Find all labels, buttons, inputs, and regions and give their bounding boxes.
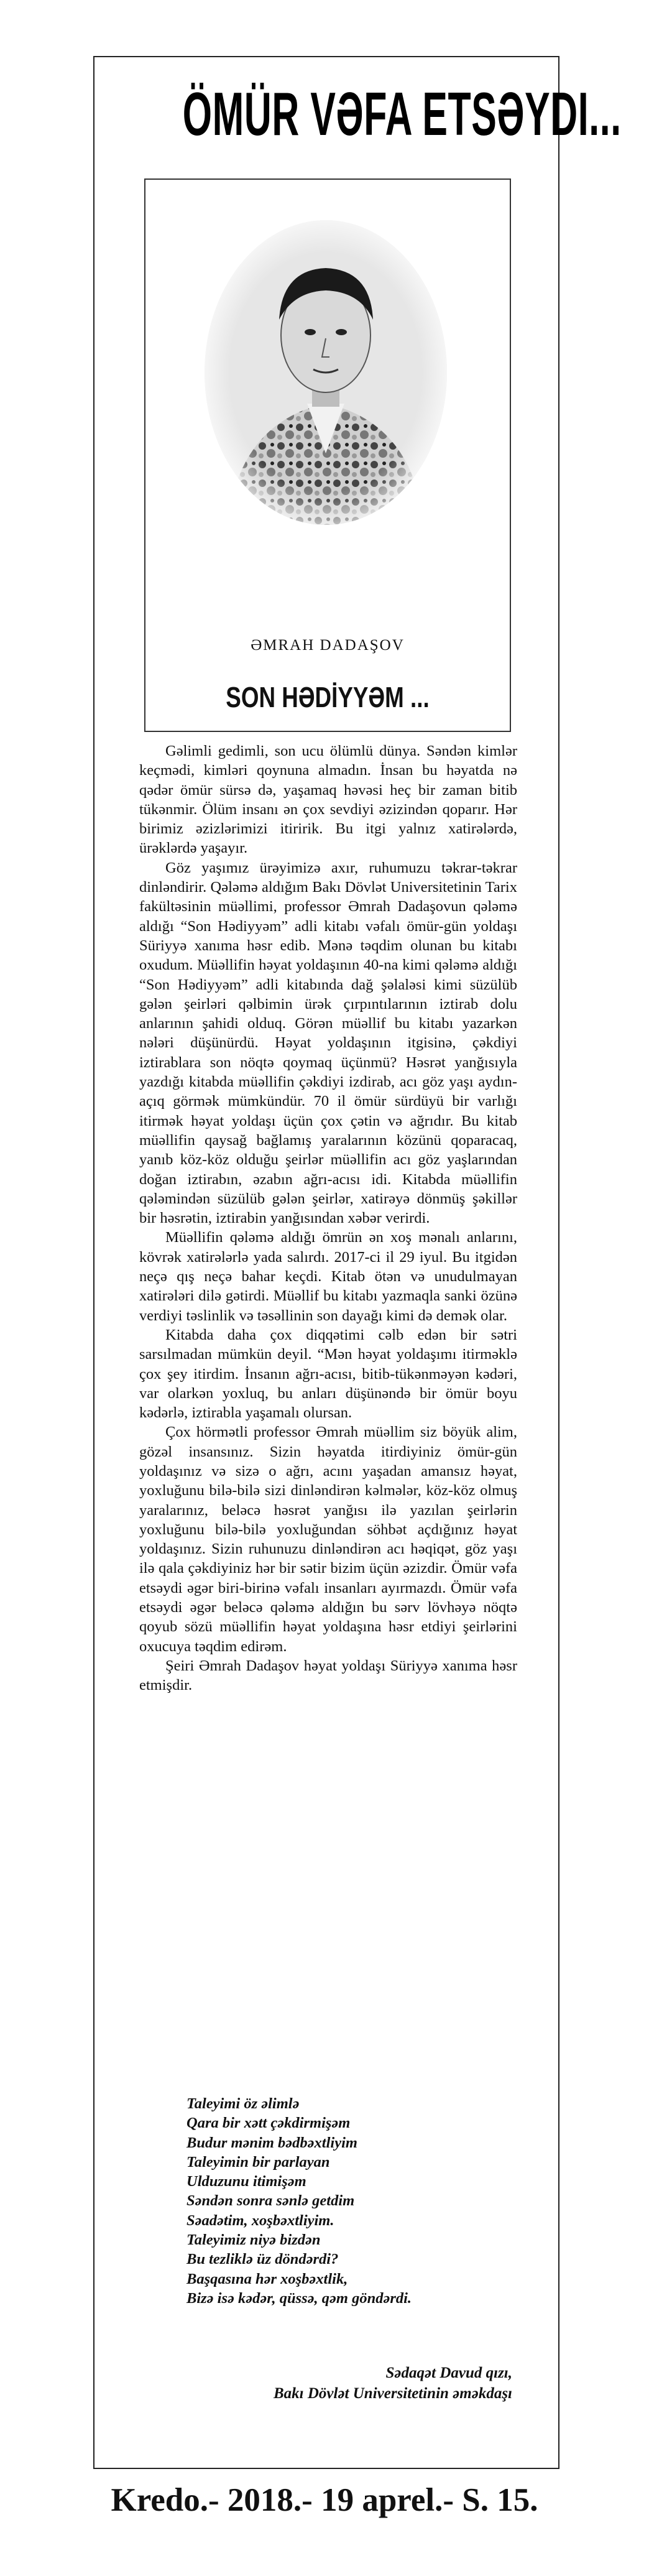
paragraph: Müəllifin qələmə aldığı ömrün ən xoş mənalı anlarını, kövrək xatirələrlə yada salırdı. 2017-ci il 29 iyul. Bu itgidən neçə qış neçə bahar keçdi. Kitab ötən və unudulmayan xatirələri dilə gətirdi. Müəllif bu kitabı yazmaqla sanki özünə verdiyi təslinlik və təsəllinin son dayağı kimi də demək olar. [139,1229,517,1324]
poem-line: Budur mənim bədbəxtliyim [186,2134,357,2151]
poem-line: Taleyimiz niyə bizdən [186,2231,321,2249]
source-citation: Kredo.- 2018.- 19 aprel.- S. 15. [111,2482,538,2518]
poem-line: Taleyimin bir parlayan [186,2153,330,2171]
paragraph: Kitabda daha çox diqqətimi cəlb edən bir sətri sarsılmadan mümkün deyil. “Mən həyat yoldaşımı itirməklə çox şey itirdim. İnsanın ağrı-acısı, bitib-tükənməyən kədəri, var olarkən yoxluq, bu anları düşünəndə bir ömür boyu kədərlə, iztirabla yaşamalı olursan. [139,1326,517,1422]
poem-line: Başqasına hər xoşbəxtlik, [186,2270,348,2287]
portrait-image [201,217,450,528]
paragraph: Gəlimli gedimli, son ucu ölümlü dünya. Səndən kimlər keçmədi, kimləri qoynuna almadın. İnsan bu həyatda nə qədər ömür sürsə də, yaşamaq həvəsi heç bir zaman bitib tükənmir. Ölüm insanı ən çox sevdiyi əzizindən qoparır. Hər birimiz əzizlərimizi itiririk. Bu itgi yalnız xatirələrdə, ürəklərdə yaşayır. [139,743,517,857]
signature-affiliation: Bakı Dövlət Universitetinin əməkdaşı [273,2385,512,2402]
signature [274,2363,512,2404]
poem-line: Qara bir xətt çəkdirmişəm [186,2115,351,2132]
book-cover-photo [144,178,511,732]
paragraph: Göz yaşımız ürəyimizə axır, ruhumuzu təkrar-təkrar dinləndirir. Qələmə aldığım Bakı Dövlət Universitetinin Tarix fakültəsinin müəllimi, professor Əmrah Dadaşovun qələmə aldığı “Son Hədiyyəm” adli kitabı vəfalı ömür-gün yoldaşı Süriyyə xanıma həsr edib. Mənə təqdim olunan bu kitabı oxudum. Müəllifin həyat yoldaşının 40-na kimi qələmə aldığı “Son Hədiyyəm” adli kitabında dağ şəlaləsi kimi süzülüb gələn şeirləri qəlbimin ürək çırpıntılarının iztirab dolu anlarının şahidi olduq. Görən müəllif bu kitabı yazarkən nələri düşünürdü. Həyat yoldaşının itgisinə, çəkdiyi iztirablara son nöqtə qoymaq üçünmü? Həsrət yanğısıyla yazdığı kitabda müəllifin çəkdiyi izdirab, acı göz yaşı aydın-açıq görmək mümkündür. 70 il ömür sürdüyü bir varlığı itirmək həyat yoldaşı üçün çox çətin və ağrıdır. Bu kitab müəllifin qaysağ bağlamış yaralarının közünü qoparacaq, yanıb köz-köz olduğu şeirlər müəllifin acı göz yaşlarından doğan iztirabın, əzabın ağrı-acısı idi. Kitabda müəllifin qələmindən süzülüb gələn şeirlər, xatirəyə dönmüş şəkillər bir həsrətin, iztirabin yanğısından xəbər verirdi. [139,859,517,1227]
poem-line: Ulduzunu itimişəm [186,2173,306,2190]
headline: ÖMÜR VƏFA ETSƏYDI... [182,80,622,148]
paragraph: Çox hörmətli professor Əmrah müəllim siz böyük alim, gözəl insansınız. Sizin həyatda itirdiyiniz ömür-gün yoldaşınız və sizə o ağrı, acını yaşadan amansız həyat, yoxluğunu bilə-bilə sizi dinləndirən kəlmələr, köz-köz olmuş yaralarınız, beləcə həsrət yanğısı ilə yazılan şeirlərin yoxluğunu bilə-bilə yoxluğundan söhbət açdığınız həyat yoldaşınız. Sizin ruhunuzu dinləndirən acı həqiqət, göz yaşı ilə qala çəkdiyiniz hər bir sətir bizim üçün əzizdir. Ömür vəfa etsəydi əgər biri-birinə vəfalı insanları ayırmazdı. Ömür vəfa etsəydi əgər beləcə qələmə aldığın bu sərv lövhəyə nöqtə qoyub sözü müəllifin həyat yoldaşına həsr etdiyi şeirlərini oxucuya təqdim edirəm. [139,1424,517,1655]
poem-line: Taleyimi öz əlimlə [186,2095,300,2112]
book-author: ƏMRAH DADAŞOV [251,637,405,654]
poem-line: Səndən sonra sənlə getdim [186,2192,355,2210]
newspaper-clipping [93,56,622,2469]
poem-line: Bizə isə kədər, qüssə, qəm göndərdi. [186,2289,412,2307]
poem-line: Bu tezliklə üz döndərdi? [186,2251,339,2268]
article-body [139,741,517,1695]
book-title: SON HƏDİYYƏM ... [226,681,430,713]
signature-name: Sədaqət Davud qızı, [385,2365,512,2381]
poem [186,2094,510,2308]
poem-line: Səadətim, xoşbəxtliyim. [186,2212,334,2229]
paragraph: Şeiri Əmrah Dadaşov həyat yoldaşı Süriyyə xanıma həsr etmişdir. [139,1657,517,1694]
